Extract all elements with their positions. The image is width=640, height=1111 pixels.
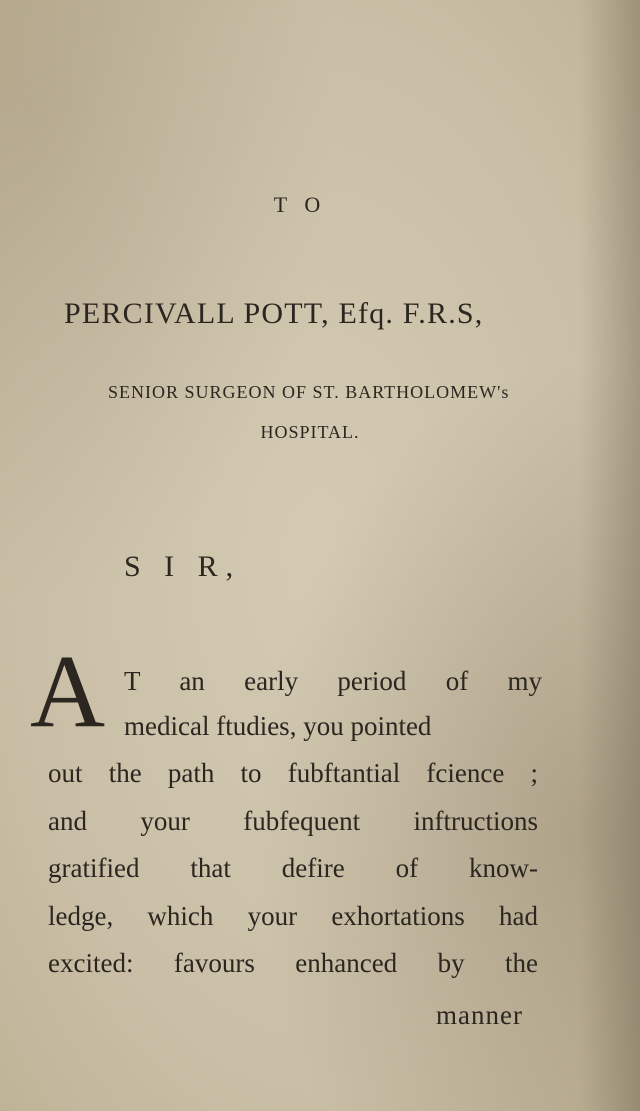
catchword: manner bbox=[436, 1000, 523, 1030]
dedicatee-title-line-2: HOSPITAL. bbox=[260, 422, 360, 442]
body-line-3: out the path to fubftantial fcience ; bbox=[48, 758, 538, 788]
dedicatee-name: PERCIVALL POTT, Efq. F.R.S, bbox=[64, 297, 484, 330]
page-edge-shadow bbox=[580, 0, 640, 1111]
drop-cap-letter: A bbox=[30, 634, 106, 749]
body-line-5: gratified that defire of know- bbox=[48, 853, 538, 883]
body-line-4: and your fubfequent inftructions bbox=[48, 806, 538, 836]
body-line-2: medical ftudies, you pointed bbox=[124, 711, 432, 741]
dedicatee-title-line-1: SENIOR SURGEON OF ST. BARTHOLOMEW's bbox=[108, 382, 510, 402]
salutation: S I R, bbox=[124, 550, 242, 583]
body-line-1: T an early period of my bbox=[124, 666, 542, 696]
body-line-7: excited: favours enhanced by the bbox=[48, 948, 538, 978]
body-line-6: ledge, which your exhortations had bbox=[48, 901, 538, 931]
dedication-heading: T O bbox=[273, 192, 327, 217]
